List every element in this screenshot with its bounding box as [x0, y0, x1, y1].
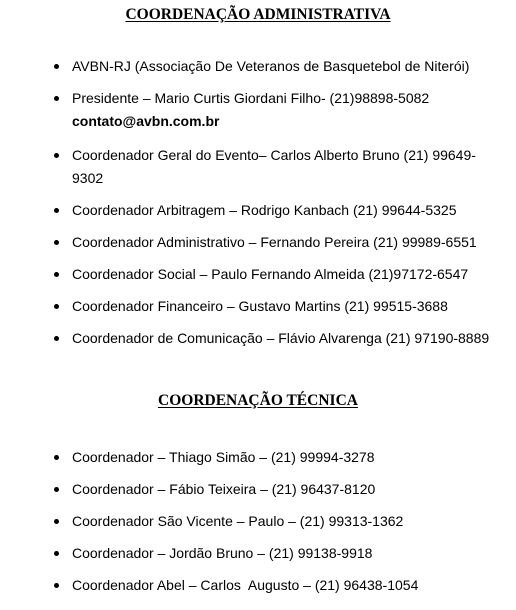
- list-item-text: Coordenador – Fábio Teixeira – (21) 96437-8120: [72, 481, 376, 497]
- list-item-text: Coordenador Geral do Evento– Carlos Alberto Bruno (21) 99649-: [72, 147, 476, 163]
- bullet-icon: [54, 583, 59, 588]
- bullet-icon: [54, 208, 59, 213]
- bullet-icon: [54, 304, 59, 309]
- bullet-icon: [54, 153, 59, 158]
- bullet-icon: [54, 487, 59, 492]
- list-item-text: Presidente – Mario Curtis Giordani Filho- (21)98898-5082: [72, 90, 430, 106]
- bullet-icon: [54, 240, 59, 245]
- list-item-text: Coordenador – Jordão Bruno – (21) 99138-9918: [72, 545, 373, 561]
- bullet-icon: [54, 519, 59, 524]
- list-item-text: Coordenador Administrativo – Fernando Pereira (21) 99989-6551: [72, 234, 477, 250]
- list-item-text-continued: 9302: [72, 170, 104, 186]
- bullet-icon: [54, 455, 59, 460]
- list-item-text: AVBN-RJ (Associação De Veteranos de Basquetebol de Niterói): [72, 58, 470, 74]
- list-item-text: Coordenador Social – Paulo Fernando Almeida (21)97172-6547: [72, 266, 469, 282]
- list-item-text: Coordenador de Comunicação – Flávio Alvarenga (21) 97190-8889: [72, 330, 490, 346]
- list-item-text: Coordenador Financeiro – Gustavo Martins (21) 99515-3688: [72, 298, 448, 314]
- bullet-icon: [54, 64, 59, 69]
- section-title-administrativa: COORDENAÇÃO ADMINISTRATIVA: [125, 6, 391, 23]
- bullet-icon: [54, 96, 59, 101]
- list-item-text: Coordenador Arbitragem – Rodrigo Kanbach (21) 99644-5325: [72, 202, 457, 218]
- list-item-text: Coordenador Abel – Carlos Augusto – (21) 96438-1054: [72, 577, 419, 593]
- bullet-icon: [54, 272, 59, 277]
- section-title-tecnica: COORDENAÇÃO TÉCNICA: [158, 392, 358, 409]
- list-item-text: Coordenador São Vicente – Paulo – (21) 99313-1362: [72, 513, 404, 529]
- email-link[interactable]: contato@avbn.com.br: [72, 113, 220, 129]
- bullet-icon: [54, 551, 59, 556]
- bullet-icon: [54, 336, 59, 341]
- list-item-text: Coordenador – Thiago Simão – (21) 99994-3278: [72, 449, 375, 465]
